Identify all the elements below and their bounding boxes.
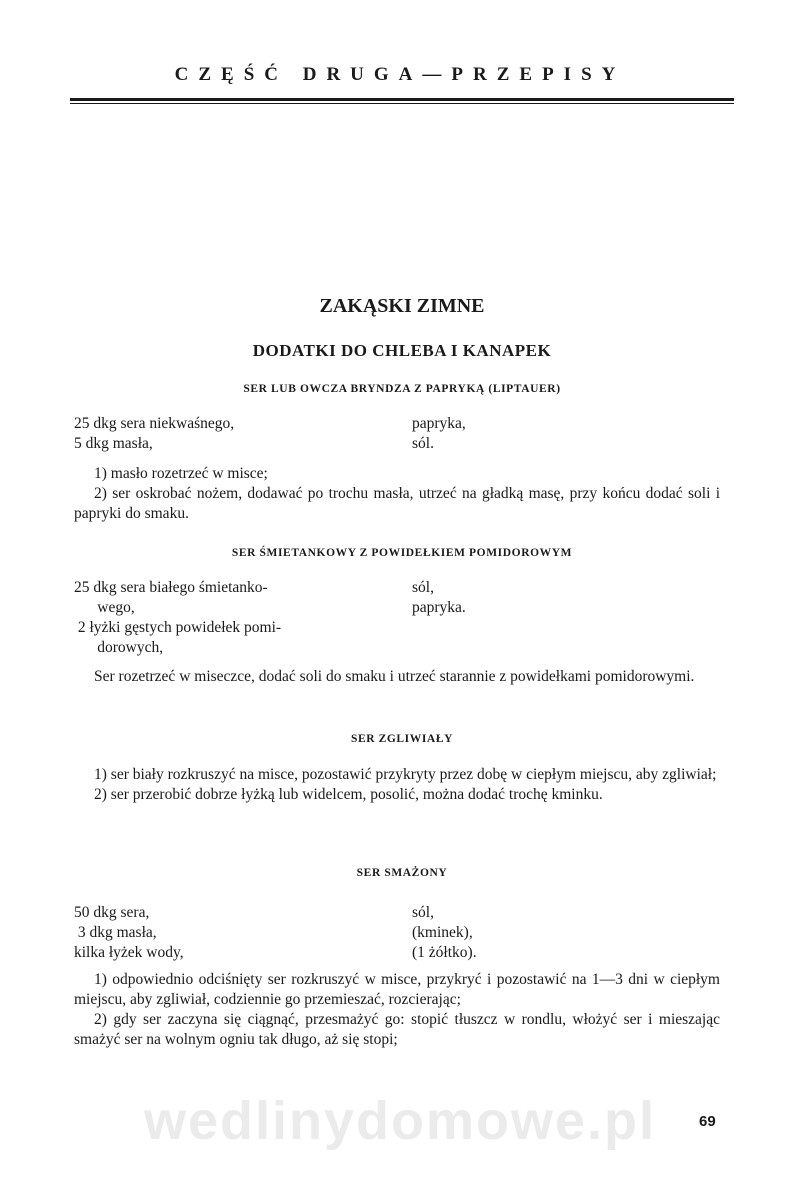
ingredients-right [412,578,712,618]
recipe-title: SER LUB OWCZA BRYNDZA Z PAPRYKĄ (LIPTAUER) [243,383,561,395]
ingredients-left [74,414,374,454]
ingredient: kilka łyżek wody, [74,944,184,961]
ingredient: sól, [412,579,434,596]
header-rule-thick [70,98,734,101]
ingredient: sól. [412,435,434,452]
ingredient: papryka. [412,599,466,616]
ingredient: wego, [74,599,135,616]
recipe-step: 2) gdy ser zaczyna się ciągnąć, przesmażyć go: stopić tłuszcz w rondlu, włożyć ser i mieszając smażyć ser na wolnym ogniu tak długo, aż się stopi; [74,1011,720,1048]
recipe-step: 1) odpowiednio odciśnięty ser rozkruszyć w misce, przykryć i pozostawić na 1—3 dni w ciepłym miejscu, aby zgliwiał, codziennie go przemieszać, rozcierając; [74,971,720,1008]
recipe-step: 1) masło rozetrzeć w misce; [94,465,268,482]
recipe-steps [74,970,720,1050]
ingredients-left [74,578,374,658]
recipe-steps [74,464,720,524]
ingredient: 3 dkg masła, [74,924,157,941]
recipe-title: SER ŚMIETANKOWY Z POWIDEŁKIEM POMIDOROWYM [231,547,573,559]
recipe-step: 1) ser biały rozkruszyć na misce, pozostawić przykryty przez dobę w ciepłym miejscu, aby zgliwiał; [94,766,717,783]
ingredients-left [74,903,374,963]
ingredient: 25 dkg sera białego śmietanko- [74,579,268,596]
ingredient: (1 żółtko). [412,944,477,961]
running-header: CZĘŚĆ DRUGA—PRZEPISY [174,64,626,85]
watermark: wedlinydomowe.pl [143,1091,657,1151]
ingredient: papryka, [412,415,466,432]
recipe-title: SER ZGLIWIAŁY [350,733,454,745]
ingredient: 2 łyżki gęstych powidełek pomi- [74,619,282,636]
ingredient: (kminek), [412,924,473,941]
ingredient: 50 dkg sera, [74,904,150,921]
ingredient: sól, [412,904,434,921]
recipe-steps [74,765,720,805]
ingredients-right [412,903,712,963]
header-rule-thin [70,103,734,104]
recipe-title: SER SMAŻONY [356,867,448,879]
ingredient: dorowych, [74,639,164,656]
ingredients-right [412,414,712,454]
recipe-step: 2) ser przerobić dobrze łyżką lub widelcem, posolić, można dodać trochę kminku. [94,786,603,803]
recipe-steps [74,667,720,687]
ingredient: 5 dkg masła, [74,435,153,452]
recipe-step: 2) ser oskrobać nożem, dodawać po trochu masła, utrzeć na gładką masę, przy końcu dodać soli i papryki do smaku. [74,485,720,522]
section-title: ZAKĄSKI ZIMNE [319,295,485,317]
section-subtitle: DODATKI DO CHLEBA I KANAPEK [252,341,552,360]
recipe-step: Ser rozetrzeć w miseczce, dodać soli do smaku i utrzeć starannie z powidełkami pomidorowymi. [94,668,695,685]
ingredient: 25 dkg sera niekwaśnego, [74,415,235,432]
page-number: 69 [699,1113,716,1130]
